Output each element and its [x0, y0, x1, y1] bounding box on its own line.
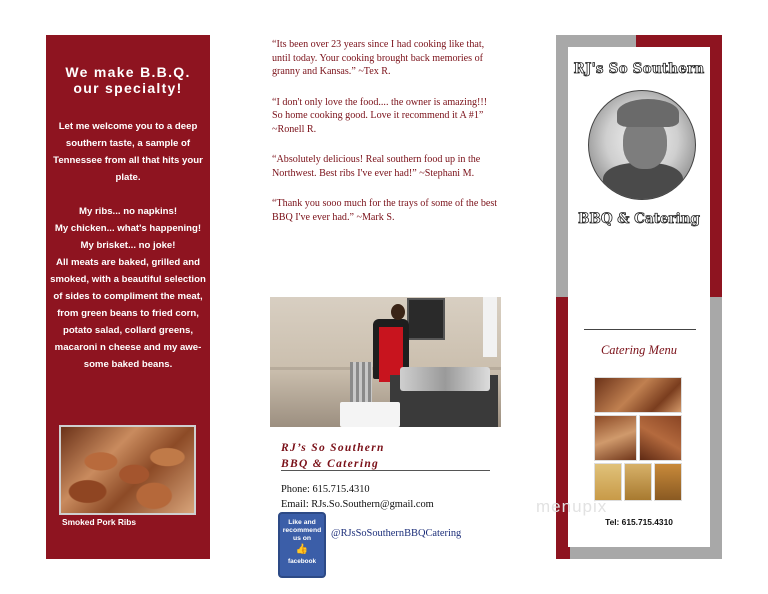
cover-phone: Tel: 615.715.4310 [605, 517, 673, 527]
intro-line: Tennessee from all that hits your [53, 155, 203, 166]
brand-title: RJ's So Southern [573, 61, 705, 77]
brand-subtitle: BBQ & Catering [578, 211, 700, 227]
business-name-line: BBQ & Catering [281, 458, 380, 470]
child-portrait [588, 90, 696, 200]
intro-line: plate. [115, 172, 141, 183]
ribs-photo-caption: Smoked Pork Ribs [62, 517, 137, 527]
business-name-line: RJ’s So Southern [281, 442, 385, 454]
specialty-heading [50, 64, 206, 96]
intro-line: southern taste, a sample of [65, 138, 191, 149]
divider [584, 329, 696, 330]
left-panel [46, 35, 210, 559]
business-name [281, 440, 486, 472]
intro-text [49, 118, 207, 373]
heading-line: our specialty! [73, 80, 183, 96]
facebook-badge-line: us on [292, 535, 312, 542]
thumbs-up-icon: 👍 [295, 544, 309, 555]
cover-inner [568, 47, 710, 547]
body-line: macaroni n cheese and my awe- [54, 342, 202, 353]
food-collage [594, 377, 682, 501]
testimonial: “Absolutely delicious! Real southern food up in the Northwest. Best ribs I've ever had!” ~Stephani M. [272, 154, 481, 179]
contact-info [281, 482, 434, 512]
testimonial: “Thank you sooo much for the trays of some of the best BBQ I've ever had.” ~Mark S. [272, 198, 498, 223]
facebook-word: facebook [287, 558, 317, 565]
testimonial: “Its been over 23 years since I had cooking like that, until today. Your cooking brought back memories of granny and Kansas.” ~Tex R. [272, 39, 485, 77]
cook-photo [270, 297, 501, 427]
testimonial: “I don't only love the food.... the owner is amazing!!! So home cooking good. Love it recommend it A #1” ~Ronell R. [272, 96, 488, 135]
watermark: menupix [536, 497, 608, 516]
email-address[interactable]: Email: RJs.So.Southern@gmail.com [281, 499, 434, 510]
facebook-badge[interactable] [278, 512, 326, 578]
heading-line: We make B.B.Q. [65, 64, 191, 80]
facebook-badge-line: Like and [288, 519, 316, 526]
divider [281, 470, 490, 471]
phone-number: Phone: 615.715.4310 [281, 484, 370, 495]
body-line: potato salad, collard greens, [62, 325, 194, 336]
facebook-badge-line: recommend [282, 527, 322, 534]
body-line: from green beans to fried corn, [57, 308, 199, 319]
cover-panel [556, 35, 722, 559]
body-line: My chicken... what's happening! [54, 223, 202, 234]
intro-line: Let me welcome you to a deep [58, 121, 198, 132]
body-line: some baked beans. [83, 359, 173, 370]
ribs-photo [59, 425, 196, 515]
body-line: smoked, with a beautiful selection [50, 274, 206, 285]
body-line: My ribs... no napkins! [78, 206, 178, 217]
body-line: My brisket... no joke! [80, 240, 176, 251]
menu-title: Catering Menu [600, 343, 678, 357]
testimonials [272, 38, 500, 241]
facebook-handle[interactable]: @RJsSoSouthernBBQCatering [331, 528, 462, 539]
body-line: All meats are baked, grilled and [56, 257, 200, 268]
body-line: of sides to compliment the meat, [53, 291, 203, 302]
